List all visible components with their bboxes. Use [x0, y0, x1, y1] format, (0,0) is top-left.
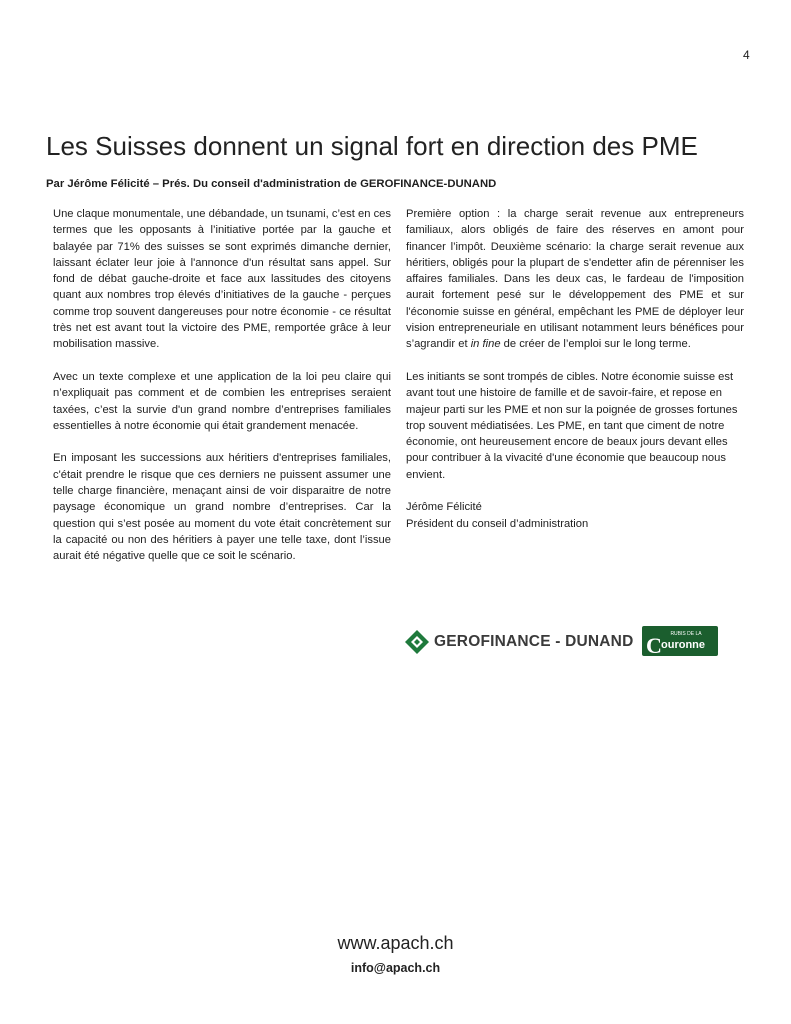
paragraph-text: de créer de l’emploi sur le long terme. [500, 338, 691, 351]
signature-block [406, 499, 744, 532]
paragraph: Une claque monumentale, une débandade, un tsunami, c’est en ces termes que les opposants à l’initiative portée par la gauche et balayée par 71% des suisses se sont exprimés dimanche dernier, laissant éclater leur joie à l'annonce d'un résultat sans appel. Sur fond de débat gauche-droite et face aux lassitudes des citoyens quant aux nombres trop élevés d’initiatives de la gauche - perçues comme trop souvent dangereuses pour notre économie - ce résultat très net est avant tout la victoire des PME, remportée grâce à leur mobilisation massive. [53, 208, 391, 351]
right-column [406, 206, 744, 532]
paragraph [406, 206, 744, 353]
paragraph: En imposant les successions aux héritiers d'entreprises familiales, c'était prendre le risque que ces derniers ne puissent assumer une telle charge financière, menaçant ainsi de voir disparaitre de notre paysage économique un grand nombre d’entreprises. Car la question qui s’est posée au moment du vote était concrètement sur la capacité ou non des héritiers à payer une telle taxe, dont l’issue aurait été négative quelle que ce soit le scénario. [53, 452, 391, 563]
couronne-logo-subtitle: RUBIS DE LA [670, 631, 702, 637]
left-column [53, 206, 391, 581]
paragraph-text: Première option : la charge serait revenue aux entrepreneurs familiaux, alors obligés de faire des réserves en amont pour financer l’impôt. Deuxième scénario: la charge serait revenue aux héritiers, obligés pour la plupart de s'endetter afin de pérenniser les affaires familiales. Dans les deux cas, le fardeau de l'imposition aurait fortement pesé sur le développement des PME et sur l'économie suisse en général, empêchant les PME de déployer leur vision entrepreneuriale en utilisant notamment leurs bénéfices pour s’agrandir et [406, 208, 744, 351]
gerofinance-logo-text: GEROFINANCE - DUNAND [434, 633, 634, 650]
logos-row [404, 624, 724, 660]
paragraph: Les initiants se sont trompés de cibles. Notre économie suisse est avant tout une histoire de famille et de savoir-faire, et repose en majeur parti sur les PME et non sur la poignée de grosses fortunes trop souvent médiatisées. Les PME, en tant que ciment de notre économie, ont heureusement encore de beaux jours devant elles pour contribuer à la vivacité d'une économie que beaucoup nous envient. [406, 370, 738, 481]
gerofinance-logo [404, 628, 633, 656]
gerofinance-diamond-icon [404, 629, 430, 655]
signature-name: Jérôme Félicité [406, 501, 482, 514]
couronne-logo-text: ouronne [661, 639, 705, 651]
byline: Par Jérôme Félicité – Prés. Du conseil d'administration de GEROFINANCE-DUNAND [46, 178, 497, 190]
footer-email[interactable]: info@apach.ch [350, 961, 441, 975]
paragraph: Avec un texte complexe et une application de la loi peu claire qui n’expliquait pas comment et de combien les entreprises seraient taxées, c’est la survie d'un grand nombre d’entreprises familiales essentielles à notre économie qui était grandement menacée. [53, 370, 391, 432]
footer-website[interactable]: www.apach.ch [337, 933, 454, 953]
couronne-logo-initial: C [646, 633, 662, 656]
italic-phrase: in fine [470, 338, 501, 351]
signature-role: Président du conseil d’administration [406, 517, 589, 530]
article-title: Les Suisses donnent un signal fort en direction des PME [46, 131, 698, 161]
page-number: 4 [743, 48, 750, 62]
couronne-logo [642, 626, 718, 656]
